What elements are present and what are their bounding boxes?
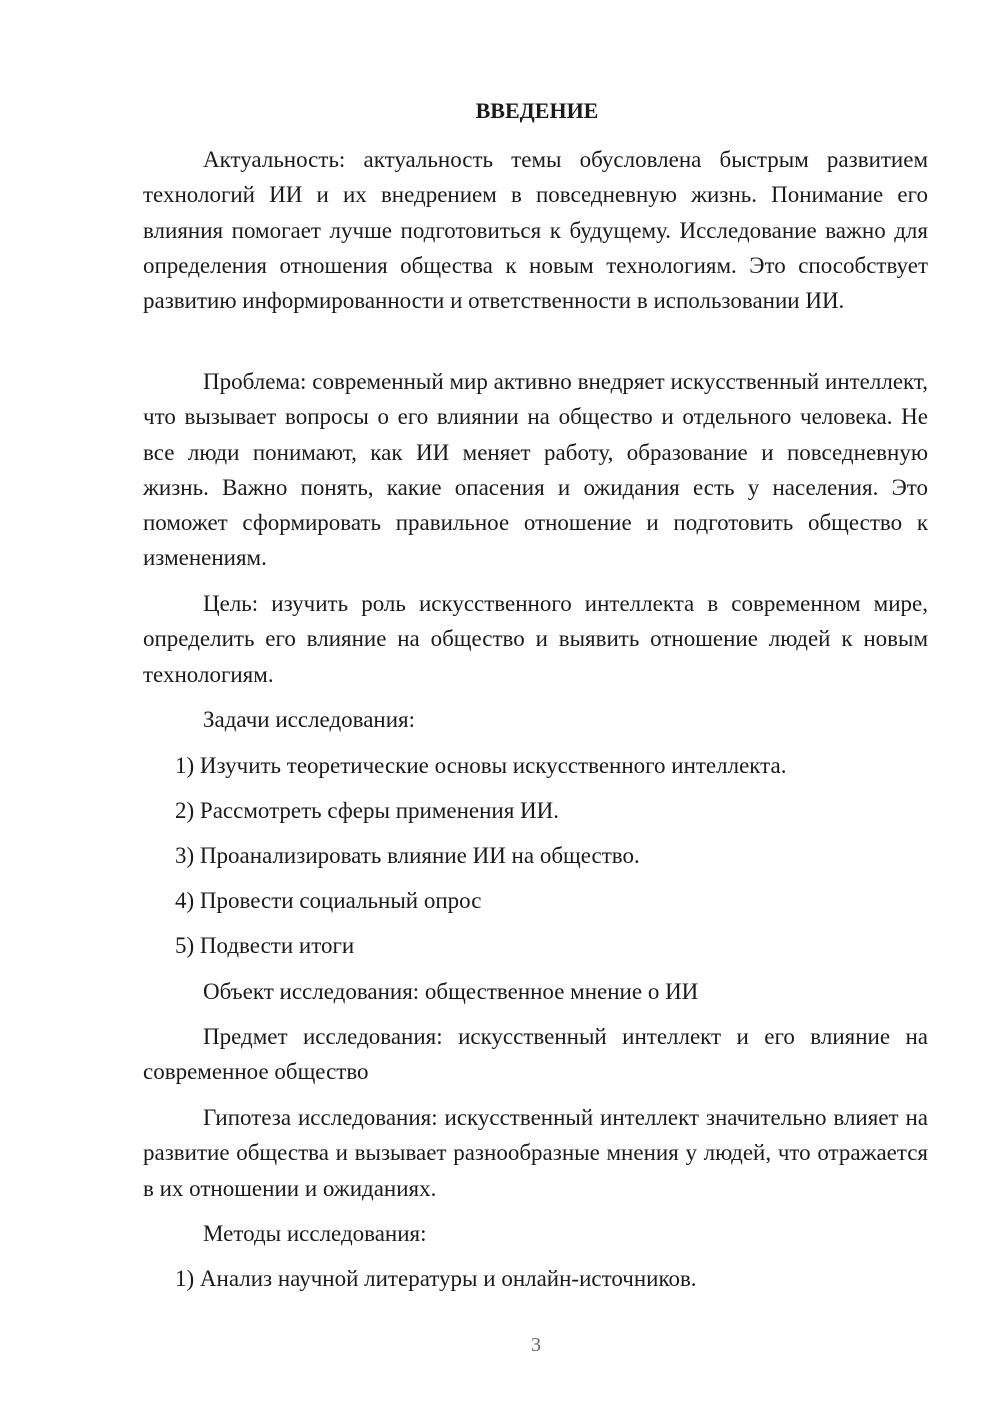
hypothesis-paragraph: Гипотеза исследования: искусственный интеллект значительно влияет на развитие общества и вызывает разнообразные мнения у людей, что отражается в их отношении и ожиданиях. bbox=[143, 1105, 928, 1201]
task-item: 2) Рассмотреть сферы применения ИИ. bbox=[175, 798, 560, 823]
task-item: 4) Провести социальный опрос bbox=[175, 888, 482, 913]
page-title: ВВЕДЕНИЕ bbox=[475, 98, 599, 123]
method-item: 1) Анализ научной литературы и онлайн-источников. bbox=[175, 1266, 697, 1291]
tasks-heading: Задачи исследования: bbox=[203, 707, 416, 732]
object-line: Объект исследования: общественное мнение о ИИ bbox=[203, 979, 699, 1004]
page-number: 3 bbox=[531, 1334, 541, 1356]
methods-heading: Методы исследования: bbox=[203, 1221, 427, 1246]
task-item: 5) Подвести итоги bbox=[175, 933, 355, 958]
subject-paragraph: Предмет исследования: искусственный интеллект и его влияние на современное общество bbox=[143, 1024, 928, 1085]
relevance-paragraph: Актуальность: актуальность темы обусловлена быстрым развитием технологий ИИ и их внедрением в повседневную жизнь. Понимание его влияния помогает лучше подготовиться к будущему. Исследование важно для определения отношения общества к новым технологиям. Это способствует развитию информированности и ответственности в использовании ИИ. bbox=[143, 147, 928, 314]
problem-paragraph: Проблема: современный мир активно внедряет искусственный интеллект, что вызывает вопросы о его влиянии на общество и отдельного человека. Не все люди понимают, как ИИ меняет работу, образование и повседневную жизнь. Важно понять, какие опасения и ожидания есть у населения. Это поможет сформировать правильное отношение и подготовить общество к изменениям. bbox=[143, 369, 928, 571]
task-item: 3) Проанализировать влияние ИИ на общество. bbox=[175, 843, 640, 868]
goal-paragraph: Цель: изучить роль искусственного интеллекта в современном мире, определить его влияние на общество и выявить отношение людей к новым технологиям. bbox=[143, 591, 928, 687]
task-item: 1) Изучить теоретические основы искусственного интеллекта. bbox=[175, 753, 787, 778]
